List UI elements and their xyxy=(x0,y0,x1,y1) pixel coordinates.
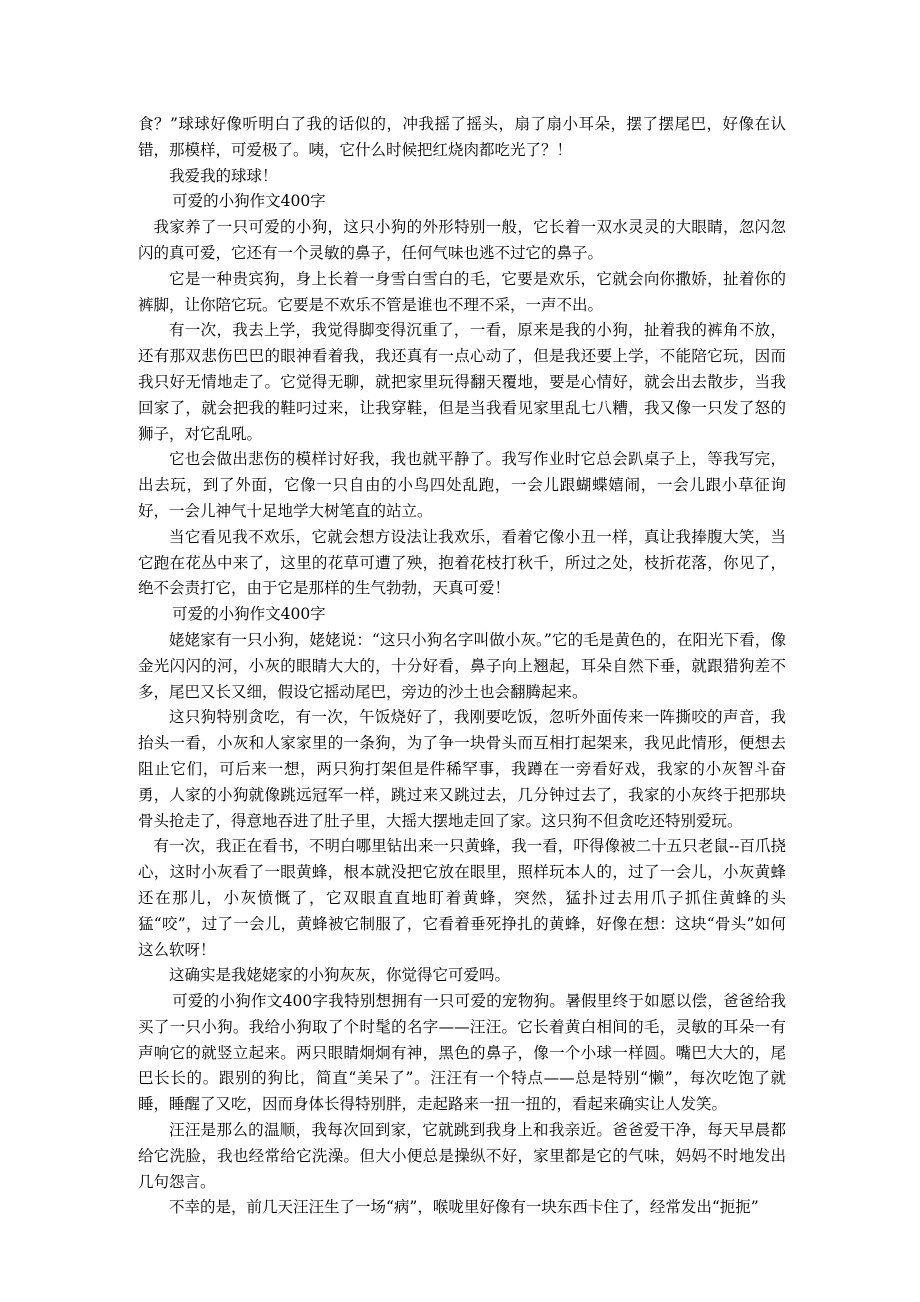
paragraph: 我家养了一只可爱的小狗，这只小狗的外形特别一般，它长着一双水灵灵的大眼睛，忽闪忽闪的真可爱，它还有一个灵敏的鼻子，任何气味也逃不过它的鼻子。 xyxy=(138,218,786,262)
paragraph: 姥姥家有一只小狗，姥姥说：“这只小狗名字叫做小灰。”它的毛是黄色的，在阳光下看，像金光闪闪的河，小灰的眼睛大大的，十分好看，鼻子向上翘起，耳朵自然下垂，就跟猎狗差不多，尾巴又长又细，假设它摇动尾巴，旁边的沙土也会翻腾起来。 xyxy=(138,630,786,701)
paragraph: 这确实是我姥姥家的小狗灰灰，你觉得它可爱吗。 xyxy=(169,966,511,985)
essay-title-paragraph: 可爱的小狗作文400字我特别想拥有一只可爱的宠物狗。暑假里终于如愿以偿，爸爸给我买了一只小狗。我给小狗取了个时髦的名字——汪汪。它长着黄白相间的毛，灵敏的耳朵一有声响它的就竖立起来。两只眼睛炯炯有神，黑色的鼻子，像一个小球一样圆。嘴巴大大的，尾巴长长的。跟别的狗比，简直“美呆了”。汪汪有一个特点——总是特别“懒”，每次吃饱了就睡，睡醒了又吃，因而身体长得特别胖，走起路来一扭一扭的，看起来确实让人发笑。 xyxy=(138,992,786,1114)
paragraph: 我爱我的球球！ xyxy=(169,166,278,185)
paragraph: 食？”球球好像听明白了我的话似的，冲我摇了摇头，扇了扇小耳朵，摆了摆尾巴，好像在认错，那模样，可爱极了。咦，它什么时候把红烧肉都吃光了？！ xyxy=(138,115,786,159)
paragraph: 这只狗特别贪吃，有一次，午饭烧好了，我刚要吃饭，忽听外面传来一阵撕咬的声音，我抬头一看，小灰和人家家里的一条狗，为了争一块骨头而互相打起架来，我见此情形，便想去阻止它们，可后来一想，两只狗打架但是件稀罕事，我蹲在一旁看好戏，我家的小灰智斗奋勇，人家的小狗就像跳远冠军一样，跳过来又跳过去，几分钟过去了，我家的小灰终于把那块骨头抢走了，得意地吞进了肚子里，大摇大摆地走回了家。这只狗不但贪吃还特别爱玩。 xyxy=(138,708,786,830)
essay-title: 可爱的小狗作文400字 xyxy=(172,605,326,624)
paragraph: 它也会做出悲伤的模样讨好我，我也就平静了。我写作业时它总会趴桌子上，等我写完，出去玩，到了外面，它像一只自由的小鸟四处乱跑，一会儿跟蝴蝶嬉闹，一会儿跟小草征询好，一会儿神气十足地学大树笔直的站立。 xyxy=(138,450,786,520)
paragraph: 有一次，我正在看书，不明白哪里钻出来一只黄蜂，我一看，吓得像被二十五只老鼠--百爪挠心，这时小灰看了一眼黄蜂，根本就没把它放在眼里，照样玩本人的，过了一会儿，小灰黄蜂还在那儿，小灰愤慨了，它双眼直直地盯着黄蜂，突然，猛扑过去用爪子抓住黄蜂的头猛“咬”，过了一会儿，黄蜂被它制服了，它看着垂死挣扎的黄蜂，好像在想：这块“骨头”如何这么软呀！ xyxy=(138,837,786,959)
paragraph: 它是一种贵宾狗，身上长着一身雪白雪白的毛，它要是欢乐，它就会向你撒娇，扯着你的裤脚，让你陪它玩。它要是不欢乐不管是谁也不理不采，一声不出。 xyxy=(138,269,786,314)
paragraph: 有一次，我去上学，我觉得脚变得沉重了，一看，原来是我的小狗，扯着我的裤角不放，还有那双悲伤巴巴的眼神看着我，我还真有一点心动了，但是我还要上学，不能陪它玩，因而我只好无情地走了。它觉得无聊，就把家里玩得翻天覆地，要是心情好，就会出去散步，当我回家了，就会把我的鞋叼过来，让我穿鞋，但是当我看见家里乱七八糟，我又像一只发了怒的狮子，对它乱吼。 xyxy=(138,321,786,443)
essay-title: 可爱的小狗作文400字 xyxy=(172,192,326,211)
paragraph: 不幸的是，前几天汪汪生了一场“病”，喉咙里好像有一块东西卡住了，经常发出“扼扼” xyxy=(169,1198,759,1217)
paragraph: 当它看见我不欢乐，它就会想方设法让我欢乐，看着它像小丑一样，真让我捧腹大笑，当它跑在花丛中来了，这里的花草可遭了殃，抱着花枝打秋千，所过之处，枝折花落，你见了，绝不会责打它，由于它是那样的生气勃勃，天真可爱！ xyxy=(138,527,786,598)
paragraph: 汪汪是那么的温顺，我每次回到家，它就跳到我身上和我亲近。爸爸爱干净，每天早晨都给它洗脸，我也经常给它洗澡。但大小便总是操纵不好，家里都是它的气味，妈妈不时地发出几句怨言。 xyxy=(138,1121,786,1191)
article-body xyxy=(138,112,786,1221)
